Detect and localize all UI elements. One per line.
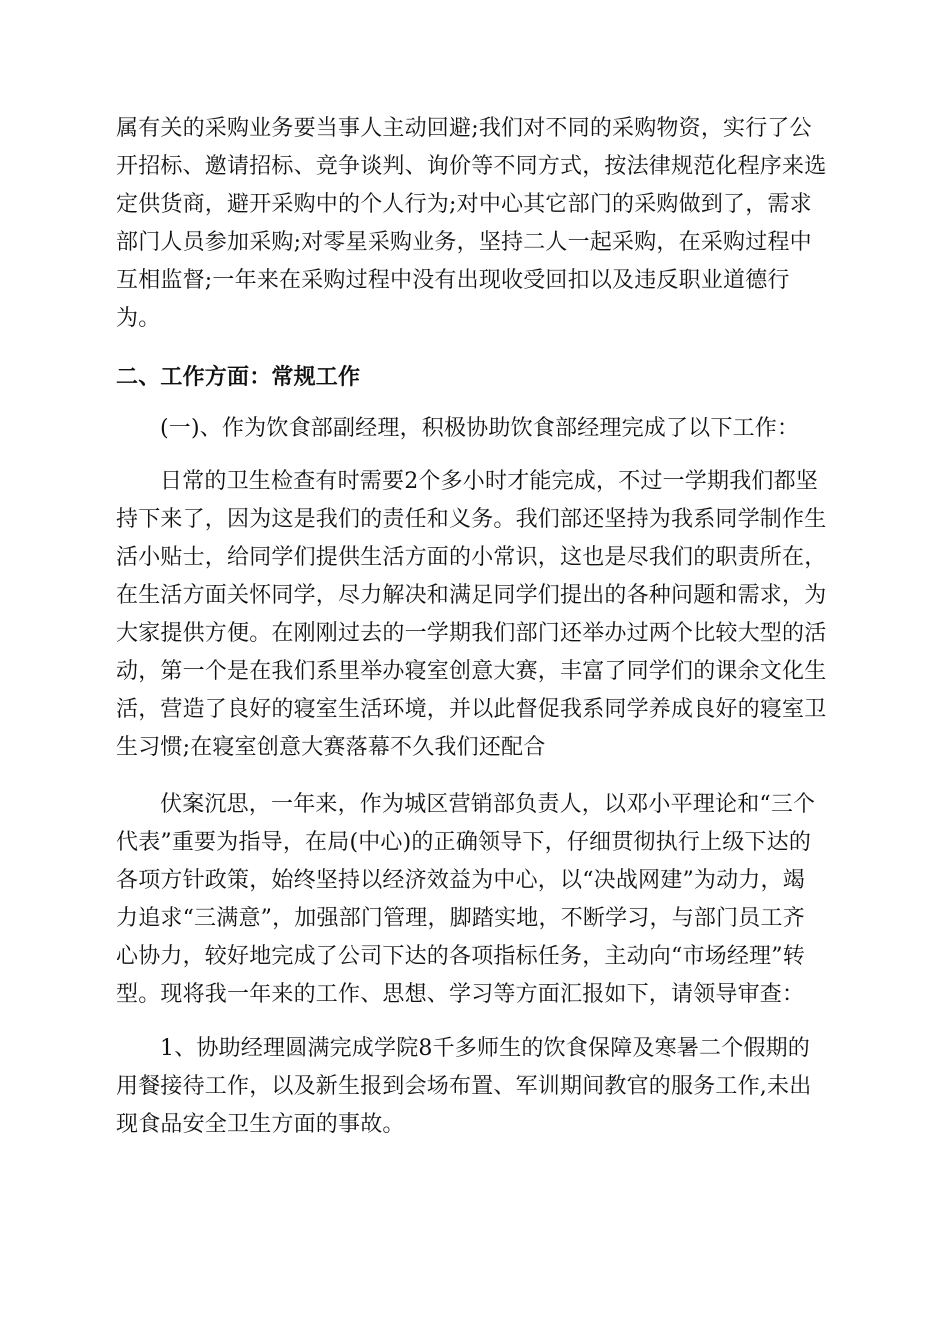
text-line: 互相监督;一年来在采购过程中没有出现收受回扣以及违反职业道德行 (116, 268, 790, 293)
text-line: 伏案沉思，一年来，作为城区营销部负责人，以邓小平理论和“三个 (160, 792, 816, 817)
text-line: 持下来了，因为这是我们的责任和义务。我们部还坚持为我系同学制作生 (116, 507, 827, 532)
text-line: 活小贴士，给同学们提供生活方面的小常识，这也是尽我们的职责所在， (116, 545, 827, 570)
text-line: 活，营造了良好的寝室生活环境，并以此督促我系同学养成良好的寝室卫 (116, 697, 827, 722)
text-line: 属有关的采购业务要当事人主动回避;我们对不同的采购物资，实行了公 (116, 116, 812, 141)
text-line: 力追求“三满意”，加强部门管理，脚踏实地，不断学习，与部门员工齐 (116, 906, 805, 931)
section-heading: 二、工作方面：常规工作 (116, 364, 361, 390)
text-line: 定供货商，避开采购中的个人行为;对中心其它部门的采购做到了，需求 (116, 192, 812, 217)
text-line: 生习惯;在寝室创意大赛落幕不久我们还配合 (116, 735, 546, 760)
subsection-heading: (一)、作为饮食部副经理，积极协助饮食部经理完成了以下工作： (160, 416, 800, 441)
text-line: 心协力，较好地完成了公司下达的各项指标任务，主动向“市场经理”转 (116, 944, 805, 969)
text-line: 1、协助经理圆满完成学院8千多师生的饮食保障及寒暑二个假期的 (160, 1036, 810, 1061)
text-line: 开招标、邀请招标、竞争谈判、询价等不同方式，按法律规范化程序来选 (116, 154, 827, 179)
text-line: 在生活方面关怀同学，尽力解决和满足同学们提出的各种问题和需求，为 (116, 583, 827, 608)
text-line: 现食品安全卫生方面的事故。 (116, 1112, 405, 1137)
text-line: 用餐接待工作，以及新生报到会场布置、军训期间教官的服务工作,未出 (116, 1074, 812, 1099)
text-line: 部门人员参加采购;对零星采购业务，坚持二人一起采购，在采购过程中 (116, 230, 812, 255)
text-line: 日常的卫生检查有时需要2个多小时才能完成，不过一学期我们都坚 (160, 469, 818, 494)
text-line: 代表”重要为指导，在局(中心)的正确领导下，仔细贯彻执行上级下达的 (116, 830, 812, 855)
text-line: 大家提供方便。在刚刚过去的一学期我们部门还举办过两个比较大型的活 (116, 621, 827, 646)
text-line: 动，第一个是在我们系里举办寝室创意大赛，丰富了同学们的课余文化生 (116, 659, 827, 684)
text-line: 型。现将我一年来的工作、思想、学习等方面汇报如下，请领导审查： (116, 982, 805, 1007)
text-line: 为。 (116, 306, 161, 331)
text-line: 各项方针政策，始终坚持以经济效益为中心，以“决战网建”为动力，竭 (116, 868, 805, 893)
